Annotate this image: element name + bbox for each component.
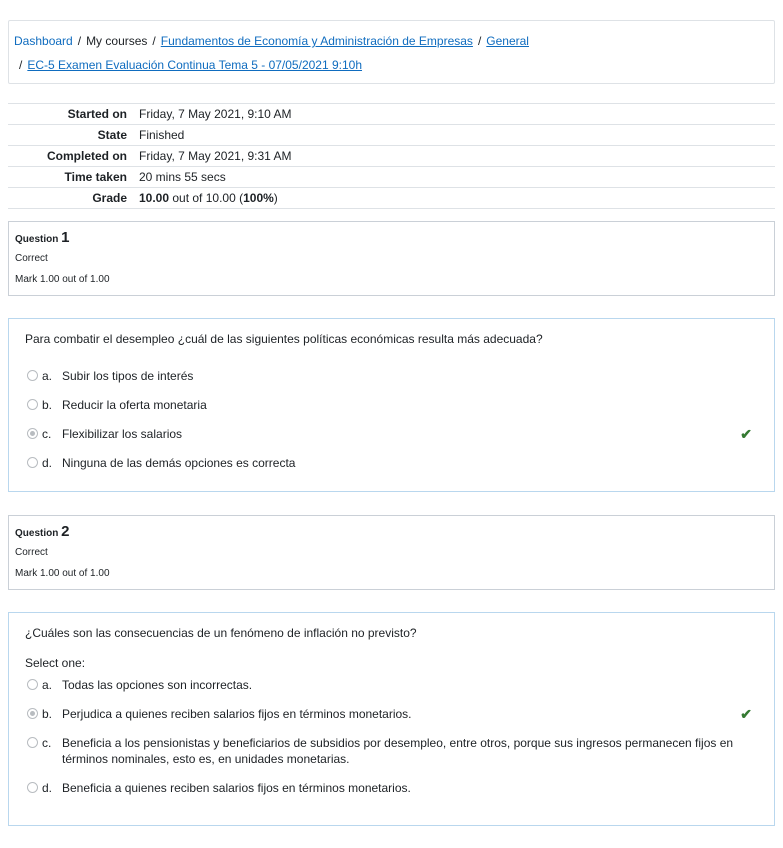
answer-text: Beneficia a quienes reciben salarios fijos en términos monetarios. (62, 781, 411, 795)
breadcrumb-separator: / (77, 34, 82, 48)
breadcrumb-quiz-link[interactable]: EC-5 Examen Evaluación Continua Tema 5 - 07/05/2021 9:10h (27, 58, 363, 72)
question-grade: Mark 1.00 out of 1.00 (15, 274, 110, 285)
summary-value: Friday, 7 May 2021, 9:10 AM (139, 107, 292, 121)
radio-button[interactable] (27, 399, 38, 410)
breadcrumb-separator: / (152, 34, 156, 48)
check-icon: ✔ (740, 706, 752, 722)
radio-button[interactable] (27, 737, 38, 748)
answer-letter: b. (42, 707, 53, 721)
answer-option-selected[interactable] (25, 426, 758, 442)
answer-text: Subir los tipos de interés (62, 369, 194, 383)
question-number (15, 524, 768, 542)
summary-row-completed (8, 146, 775, 167)
breadcrumb-dashboard-link[interactable]: Dashboard (14, 34, 73, 48)
breadcrumb-separator: / (19, 58, 23, 72)
question-number-value: 1 (61, 229, 70, 246)
question-info (8, 515, 775, 590)
answer-letter: b. (42, 398, 53, 412)
summary-row-grade (8, 188, 775, 209)
question-content (8, 612, 775, 826)
answer-letter: d. (42, 781, 53, 795)
summary-value: 20 mins 55 secs (139, 170, 226, 184)
summary-row-started (8, 104, 775, 125)
summary-label: State (97, 128, 127, 142)
answer-text: Ninguna de las demás opciones es correcta (62, 456, 296, 470)
answer-list (25, 677, 758, 796)
answer-letter: a. (42, 369, 53, 383)
radio-button-selected[interactable] (27, 428, 38, 439)
answer-option[interactable] (25, 455, 758, 471)
breadcrumb-general-link[interactable]: General (486, 34, 529, 48)
answer-text: Flexibilizar los salarios (62, 427, 183, 441)
answer-letter: c. (42, 736, 52, 750)
question-text: ¿Cuáles son las consecuencias de un fenómeno de inflación no previsto? (25, 626, 417, 640)
question-text: Para combatir el desempleo ¿cuál de las siguientes políticas económicas resulta más adecuada? (25, 332, 543, 346)
breadcrumb (8, 20, 775, 84)
question-number (15, 230, 768, 248)
answer-option[interactable] (25, 368, 758, 384)
answer-option-selected[interactable] (25, 706, 758, 722)
summary-value: Finished (139, 128, 185, 142)
question-content (8, 318, 775, 492)
question-number-value: 2 (61, 523, 70, 540)
question-state: Correct (15, 253, 48, 264)
summary-label: Started on (67, 107, 127, 121)
radio-button[interactable] (27, 679, 38, 690)
answer-text: Reducir la oferta monetaria (62, 398, 207, 412)
answer-option[interactable] (25, 397, 758, 413)
answer-list (25, 368, 758, 471)
summary-grade-value (134, 188, 775, 209)
breadcrumb-course-link[interactable]: Fundamentos de Economía y Administración de Empresas (160, 34, 473, 48)
question-info (8, 221, 775, 296)
answer-text: Beneficia a los pensionistas y beneficiarios de subsidios por desempleo, entre otros, porque sus ingresos permanecen fijos en términos nominales, esto es, en unidades monetarias. (62, 736, 734, 766)
radio-button[interactable] (27, 370, 38, 381)
breadcrumb-separator: / (477, 34, 482, 48)
question-state: Correct (15, 547, 48, 558)
select-one-prompt: Select one: (25, 656, 86, 670)
answer-letter: a. (42, 678, 53, 692)
summary-label: Time taken (64, 170, 127, 184)
summary-label: Grade (92, 191, 127, 205)
radio-button[interactable] (27, 782, 38, 793)
summary-value: Friday, 7 May 2021, 9:31 AM (139, 149, 292, 163)
answer-text: Perjudica a quienes reciben salarios fijos en términos monetarios. (62, 707, 412, 721)
answer-letter: d. (42, 456, 53, 470)
grade-percent: 100% (243, 191, 274, 205)
grade-close: ) (273, 191, 278, 205)
radio-button-selected[interactable] (27, 708, 38, 719)
answer-option[interactable] (25, 780, 758, 796)
answer-letter: c. (42, 427, 52, 441)
answer-text: Todas las opciones son incorrectas. (62, 678, 253, 692)
question-label: Question (15, 234, 59, 245)
check-icon: ✔ (740, 426, 752, 442)
question-label: Question (15, 528, 59, 539)
grade-out-of: out of 10.00 ( (169, 191, 244, 205)
summary-label: Completed on (47, 149, 127, 163)
question-grade: Mark 1.00 out of 1.00 (15, 568, 110, 579)
summary-row-state (8, 125, 775, 146)
answer-option[interactable] (25, 735, 758, 767)
grade-score: 10.00 (139, 191, 170, 205)
summary-row-time-taken (8, 167, 775, 188)
quiz-summary-table (8, 103, 775, 209)
radio-button[interactable] (27, 457, 38, 468)
answer-option[interactable] (25, 677, 758, 693)
breadcrumb-my-courses: My courses (86, 34, 148, 48)
